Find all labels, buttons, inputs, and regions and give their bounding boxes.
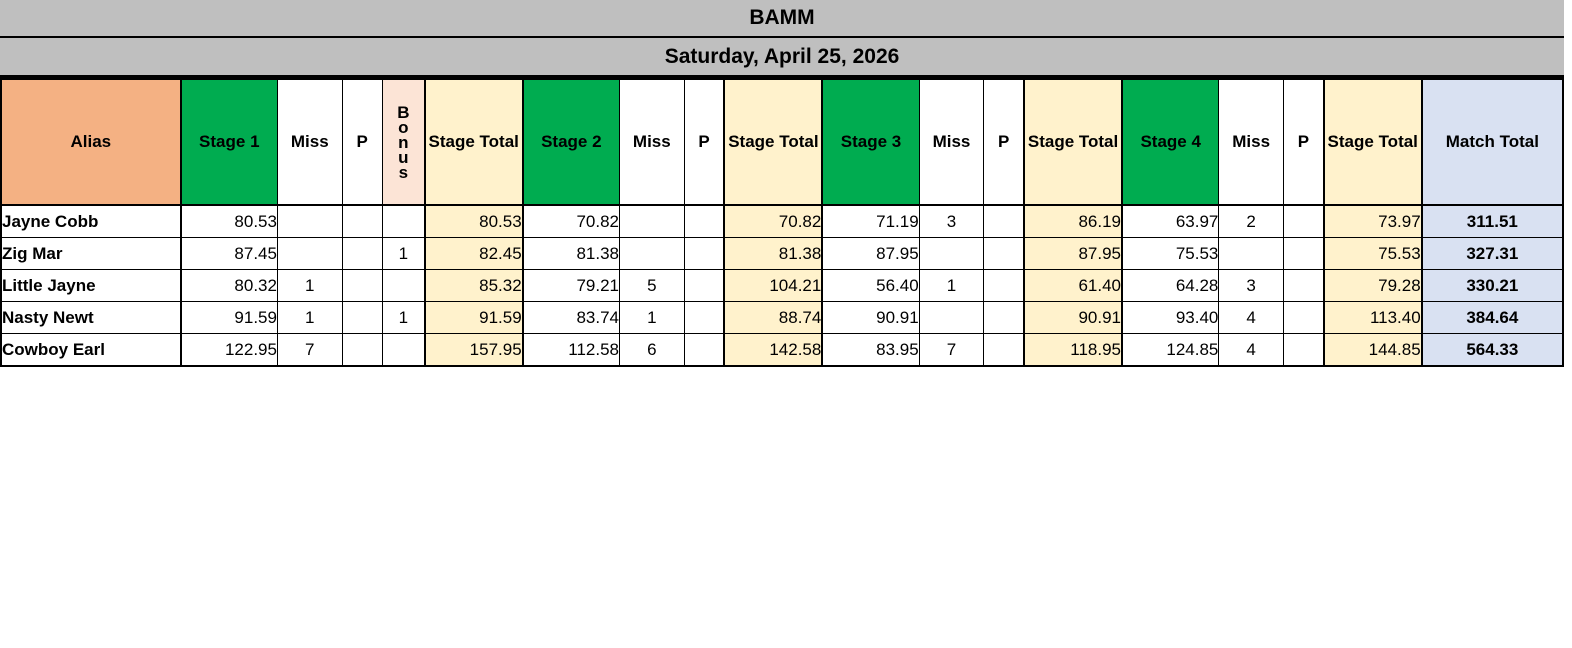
cell-s2[interactable]: 70.82 (523, 205, 620, 238)
cell-m1[interactable] (277, 238, 342, 270)
cell-s1[interactable]: 80.53 (181, 205, 278, 238)
column-header-m4[interactable]: Miss (1219, 79, 1284, 205)
column-header-p1[interactable]: P (342, 79, 382, 205)
column-header-m3[interactable]: Miss (919, 79, 984, 205)
column-header-bonus[interactable]: B o n u s (382, 79, 424, 205)
cell-p2[interactable] (684, 334, 724, 367)
cell-m4[interactable]: 4 (1219, 302, 1284, 334)
cell-m3[interactable]: 7 (919, 334, 984, 367)
cell-alias[interactable]: Little Jayne (1, 270, 181, 302)
cell-s4[interactable]: 75.53 (1122, 238, 1219, 270)
table-row-little-jayne (1, 270, 1563, 302)
column-header-p4[interactable]: P (1283, 79, 1323, 205)
cell-m3[interactable] (919, 302, 984, 334)
column-header-p2[interactable]: P (684, 79, 724, 205)
column-header-s3[interactable]: Stage 3 (822, 79, 919, 205)
table-row-cowboy-earl (1, 334, 1563, 367)
cell-st3[interactable]: 87.95 (1024, 238, 1122, 270)
cell-p3[interactable] (984, 205, 1024, 238)
cell-m2[interactable]: 5 (620, 270, 685, 302)
cell-p3[interactable] (984, 238, 1024, 270)
cell-p2[interactable] (684, 270, 724, 302)
cell-st1[interactable]: 80.53 (425, 205, 523, 238)
cell-m2[interactable] (620, 205, 685, 238)
cell-m3[interactable]: 1 (919, 270, 984, 302)
cell-p2[interactable] (684, 238, 724, 270)
cell-p1[interactable] (342, 238, 382, 270)
table-row-zig-mar (1, 238, 1563, 270)
table-row-nasty-newt (1, 302, 1563, 334)
cell-p4[interactable] (1283, 270, 1323, 302)
cell-p3[interactable] (984, 270, 1024, 302)
cell-s1[interactable]: 91.59 (181, 302, 278, 334)
cell-m1[interactable]: 1 (277, 270, 342, 302)
cell-p1[interactable] (342, 270, 382, 302)
cell-st4[interactable]: 79.28 (1324, 270, 1422, 302)
column-header-s4[interactable]: Stage 4 (1122, 79, 1219, 205)
cell-s3[interactable]: 71.19 (822, 205, 919, 238)
cell-s4[interactable]: 64.28 (1122, 270, 1219, 302)
cell-p3[interactable] (984, 302, 1024, 334)
cell-m1[interactable]: 7 (277, 334, 342, 367)
cell-s1[interactable]: 122.95 (181, 334, 278, 367)
column-header-m1[interactable]: Miss (277, 79, 342, 205)
cell-p1[interactable] (342, 302, 382, 334)
cell-st4[interactable]: 144.85 (1324, 334, 1422, 367)
cell-st1[interactable]: 91.59 (425, 302, 523, 334)
cell-p1[interactable] (342, 205, 382, 238)
cell-m4[interactable] (1219, 238, 1284, 270)
column-header-st4[interactable]: Stage Total (1324, 79, 1422, 205)
cell-p3[interactable] (984, 334, 1024, 367)
cell-st1[interactable]: 82.45 (425, 238, 523, 270)
cell-bonus[interactable] (382, 334, 424, 367)
cell-s4[interactable]: 93.40 (1122, 302, 1219, 334)
column-header-s2[interactable]: Stage 2 (523, 79, 620, 205)
column-header-match[interactable]: Match Total (1422, 79, 1563, 205)
cell-s2[interactable]: 81.38 (523, 238, 620, 270)
cell-m1[interactable]: 1 (277, 302, 342, 334)
cell-p1[interactable] (342, 334, 382, 367)
cell-m4[interactable]: 4 (1219, 334, 1284, 367)
cell-bonus[interactable]: 1 (382, 238, 424, 270)
cell-m4[interactable]: 2 (1219, 205, 1284, 238)
cell-p4[interactable] (1283, 205, 1323, 238)
cell-match[interactable]: 311.51 (1422, 205, 1563, 238)
cell-m2[interactable]: 6 (620, 334, 685, 367)
cell-m2[interactable]: 1 (620, 302, 685, 334)
cell-m1[interactable] (277, 205, 342, 238)
cell-match[interactable]: 564.33 (1422, 334, 1563, 367)
cell-bonus[interactable] (382, 270, 424, 302)
cell-s2[interactable]: 112.58 (523, 334, 620, 367)
cell-st3[interactable]: 86.19 (1024, 205, 1122, 238)
cell-alias[interactable]: Zig Mar (1, 238, 181, 270)
cell-p4[interactable] (1283, 302, 1323, 334)
column-header-st3[interactable]: Stage Total (1024, 79, 1122, 205)
cell-s3[interactable]: 56.40 (822, 270, 919, 302)
cell-st2[interactable]: 142.58 (724, 334, 822, 367)
cell-alias[interactable]: Jayne Cobb (1, 205, 181, 238)
cell-s2[interactable]: 79.21 (523, 270, 620, 302)
cell-m2[interactable] (620, 238, 685, 270)
column-header-m2[interactable]: Miss (620, 79, 685, 205)
cell-st4[interactable]: 73.97 (1324, 205, 1422, 238)
cell-alias[interactable]: Nasty Newt (1, 302, 181, 334)
cell-p4[interactable] (1283, 238, 1323, 270)
cell-bonus[interactable]: 1 (382, 302, 424, 334)
score-table-body (1, 205, 1563, 366)
table-row-jayne-cobb (1, 205, 1563, 238)
cell-match[interactable]: 384.64 (1422, 302, 1563, 334)
column-header-st1[interactable]: Stage Total (425, 79, 523, 205)
column-header-p3[interactable]: P (984, 79, 1024, 205)
cell-match[interactable]: 327.31 (1422, 238, 1563, 270)
cell-st3[interactable]: 118.95 (1024, 334, 1122, 367)
cell-st4[interactable]: 75.53 (1324, 238, 1422, 270)
cell-st4[interactable]: 113.40 (1324, 302, 1422, 334)
cell-match[interactable]: 330.21 (1422, 270, 1563, 302)
cell-s1[interactable]: 80.32 (181, 270, 278, 302)
cell-m4[interactable]: 3 (1219, 270, 1284, 302)
cell-alias[interactable]: Cowboy Earl (1, 334, 181, 367)
cell-st3[interactable]: 61.40 (1024, 270, 1122, 302)
cell-st3[interactable]: 90.91 (1024, 302, 1122, 334)
cell-s4[interactable]: 63.97 (1122, 205, 1219, 238)
cell-st2[interactable]: 70.82 (724, 205, 822, 238)
column-header-s1[interactable]: Stage 1 (181, 79, 278, 205)
cell-s3[interactable]: 87.95 (822, 238, 919, 270)
cell-s3[interactable]: 83.95 (822, 334, 919, 367)
cell-p4[interactable] (1283, 334, 1323, 367)
cell-m3[interactable]: 3 (919, 205, 984, 238)
cell-st2[interactable]: 81.38 (724, 238, 822, 270)
column-header-st2[interactable]: Stage Total (724, 79, 822, 205)
cell-s1[interactable]: 87.45 (181, 238, 278, 270)
match-date-bar: Saturday, April 25, 2026 (0, 38, 1564, 78)
header-row (1, 79, 1563, 205)
cell-p2[interactable] (684, 205, 724, 238)
cell-st2[interactable]: 88.74 (724, 302, 822, 334)
score-table (0, 78, 1564, 367)
cell-st2[interactable]: 104.21 (724, 270, 822, 302)
cell-p2[interactable] (684, 302, 724, 334)
match-title-bar: BAMM (0, 0, 1564, 38)
cell-st1[interactable]: 85.32 (425, 270, 523, 302)
column-header-alias[interactable]: Alias (1, 79, 181, 205)
cell-s4[interactable]: 124.85 (1122, 334, 1219, 367)
cell-s3[interactable]: 90.91 (822, 302, 919, 334)
cell-st1[interactable]: 157.95 (425, 334, 523, 367)
cell-bonus[interactable] (382, 205, 424, 238)
cell-m3[interactable] (919, 238, 984, 270)
score-table-header (1, 79, 1563, 205)
cell-s2[interactable]: 83.74 (523, 302, 620, 334)
